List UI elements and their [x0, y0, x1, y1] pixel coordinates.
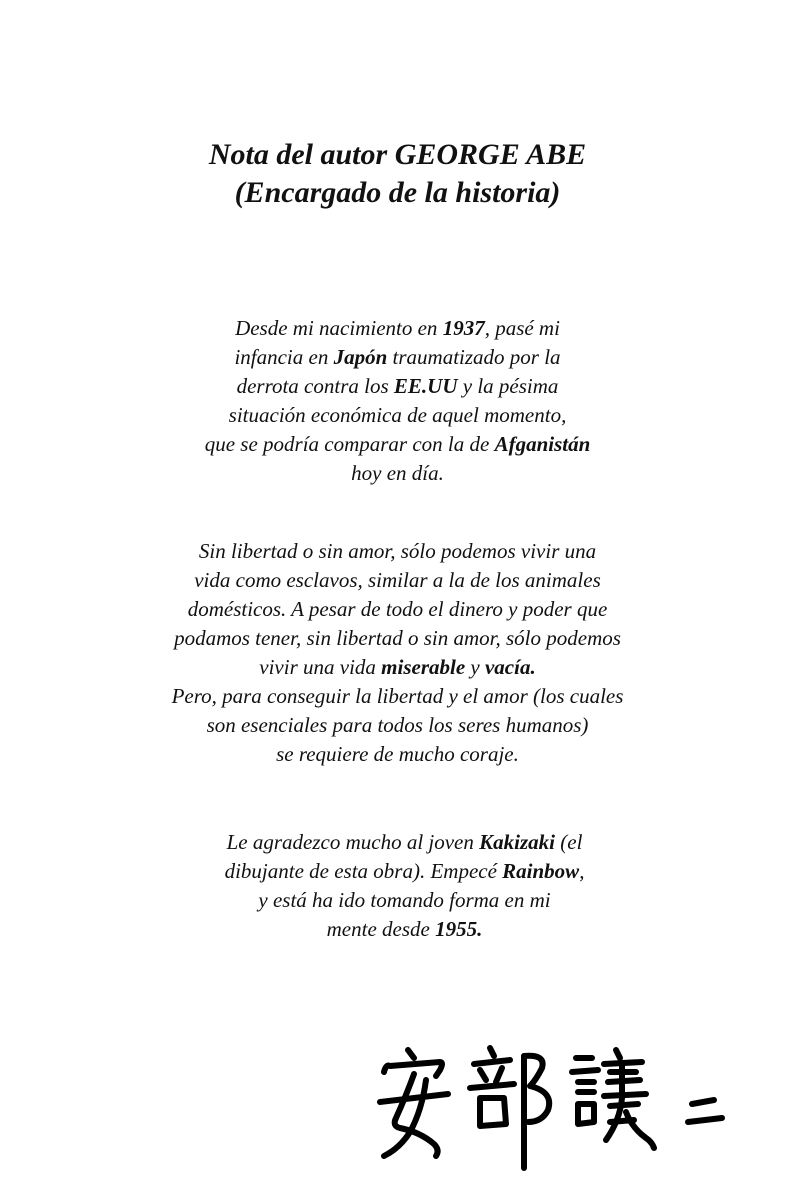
line-text: y	[465, 655, 485, 679]
line-text: vida como esclavos, similar a la de los animales	[194, 568, 601, 592]
paragraph-line	[0, 430, 795, 459]
paragraph-childhood	[0, 314, 795, 488]
emphasis-text: Afganistán	[494, 432, 591, 456]
paragraph-line	[0, 314, 795, 343]
signature-char-4	[688, 1100, 722, 1122]
author-signature	[370, 1036, 740, 1176]
paragraph-line	[0, 624, 795, 653]
line-text: ,	[579, 859, 585, 883]
emphasis-text: vacía.	[484, 655, 536, 679]
paragraph-line	[0, 595, 795, 624]
line-text: que se podría comparar con la de	[204, 432, 495, 456]
paragraph-freedom	[0, 537, 795, 769]
paragraph-line	[0, 459, 795, 488]
line-text: Sin libertad o sin amor, sólo podemos vivir una	[198, 539, 597, 563]
line-text: Desde mi nacimiento en	[235, 316, 443, 340]
paragraph-line	[0, 682, 795, 711]
title-line-1: Nota del autor GEORGE ABE	[208, 138, 587, 171]
line-text: derrota contra los	[236, 374, 394, 398]
line-text: mente desde	[326, 917, 436, 941]
emphasis-text: Rainbow	[502, 859, 580, 883]
line-text: dibujante de esta obra). Empecé	[224, 859, 503, 883]
line-text: podamos tener, sin libertad o sin amor, sólo podemos	[174, 626, 621, 650]
line-text: traumatizado por la	[387, 345, 561, 369]
signature-char-2	[470, 1048, 549, 1168]
line-text: situación económica de aquel momento,	[228, 403, 567, 427]
line-text: (el	[555, 830, 583, 854]
line-text: hoy en día.	[351, 461, 444, 485]
paragraph-line	[0, 653, 795, 682]
line-text: Pero, para conseguir la libertad y el amor (los cuales	[171, 684, 624, 708]
paragraph-line	[0, 401, 795, 430]
paragraph-line	[7, 915, 795, 944]
line-text: son esenciales para todos los seres humanos)	[206, 713, 589, 737]
line-text: , pasé mi	[484, 316, 560, 340]
line-text: se requiere de mucho coraje.	[276, 742, 519, 766]
emphasis-text: 1937	[442, 316, 485, 340]
paragraph-line	[0, 537, 795, 566]
paragraph-line	[0, 343, 795, 372]
paragraph-line	[7, 857, 795, 886]
line-text: y está ha ido tomando forma en mi	[258, 888, 551, 912]
paragraph-line	[7, 828, 795, 857]
emphasis-text: Japón	[333, 345, 388, 369]
signature-char-3	[572, 1050, 654, 1148]
emphasis-text: EE.UU	[393, 374, 458, 398]
paragraph-line	[7, 886, 795, 915]
line-text: Le agradezco mucho al joven	[226, 830, 480, 854]
signature-char-1	[380, 1050, 448, 1156]
emphasis-text: miserable	[381, 655, 466, 679]
line-text: infancia en	[234, 345, 334, 369]
page-title	[0, 136, 795, 212]
line-text: y la pésima	[457, 374, 559, 398]
emphasis-text: Kakizaki	[479, 830, 555, 854]
paragraph-line	[0, 372, 795, 401]
emphasis-text: 1955.	[435, 917, 483, 941]
paragraph-line	[0, 566, 795, 595]
title-line-2: (Encargado de la historia)	[234, 176, 561, 209]
line-text: domésticos. A pesar de todo el dinero y poder que	[187, 597, 608, 621]
paragraph-thanks	[7, 828, 795, 944]
paragraph-line	[0, 711, 795, 740]
line-text: vivir una vida	[259, 655, 382, 679]
paragraph-line	[0, 740, 795, 769]
